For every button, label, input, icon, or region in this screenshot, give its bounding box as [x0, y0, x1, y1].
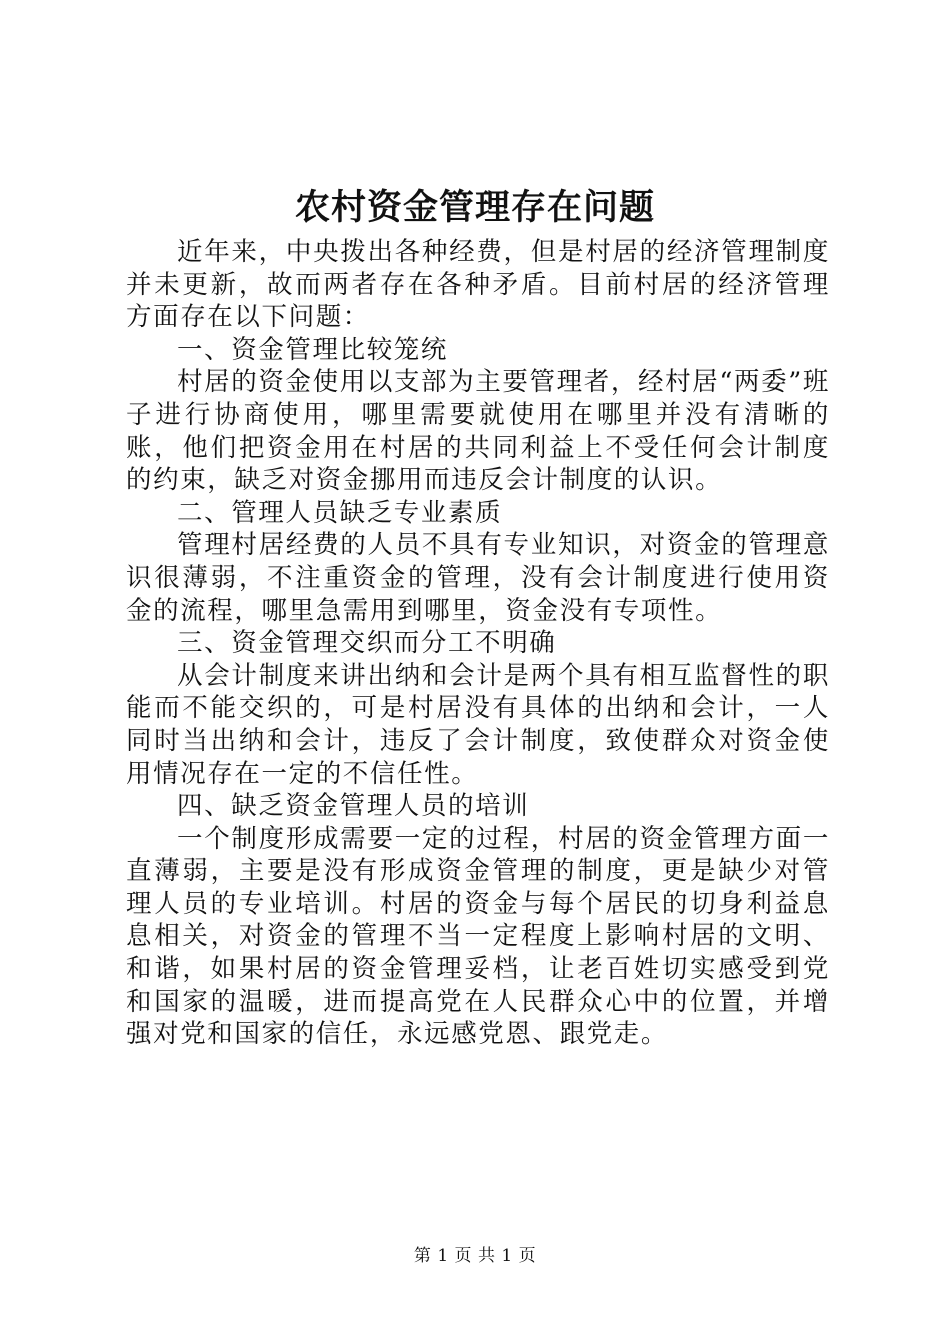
document-body: [126, 236, 830, 1051]
section-heading-2: 二、管理人员缺乏专业素质: [177, 497, 503, 528]
section-paragraph-2: 管理村居经费的人员不具有专业知识，对资金的管理意识很薄弱，不注重资金的管理，没有会计制度进行使用资金的流程，哪里急需用到哪里，资金没有专项性。: [126, 530, 830, 626]
section-paragraph-4: 一个制度形成需要一定的过程，村居的资金管理方面一直薄弱，主要是没有形成资金管理的制度，更是缺少对管理人员的专业培训。村居的资金与每个居民的切身利益息息相关，对资金的管理不当一定程度上影响村居的文明、和谐，如果村居的资金管理妥档，让老百姓切实感受到党和国家的温暖，进而提高党在人民群众心中的位置，并增强对党和国家的信任，永远感党恩、跟党走。: [126, 823, 830, 1050]
document-title: 农村资金管理存在问题: [294, 187, 655, 228]
section-paragraph-1: 村居的资金使用以支部为主要管理者，经村居“两委”班子进行协商使用，哪里需要就使用在哪里并没有清晰的账，他们把资金用在村居的共同利益上不受任何会计制度的约束，缺乏对资金挪用而违反会计制度的认识。: [126, 367, 830, 496]
section-heading-4: 四、缺乏资金管理人员的培训: [177, 791, 530, 822]
section-heading-3: 三、资金管理交织而分工不明确: [177, 628, 557, 659]
page-number-footer: 第 1 页 共 1 页: [413, 1246, 537, 1266]
section-paragraph-3: 从会计制度来讲出纳和会计是两个具有相互监督性的职能而不能交织的，可是村居没有具体的出纳和会计，一人同时当出纳和会计，违反了会计制度，致使群众对资金使用情况存在一定的不信任性。: [126, 660, 830, 789]
section-heading-1: 一、资金管理比较笼统: [177, 334, 449, 365]
intro-paragraph: 近年来，中央拨出各种经费，但是村居的经济管理制度并未更新，故而两者存在各种矛盾。目前村居的经济管理方面存在以下问题：: [126, 237, 830, 333]
